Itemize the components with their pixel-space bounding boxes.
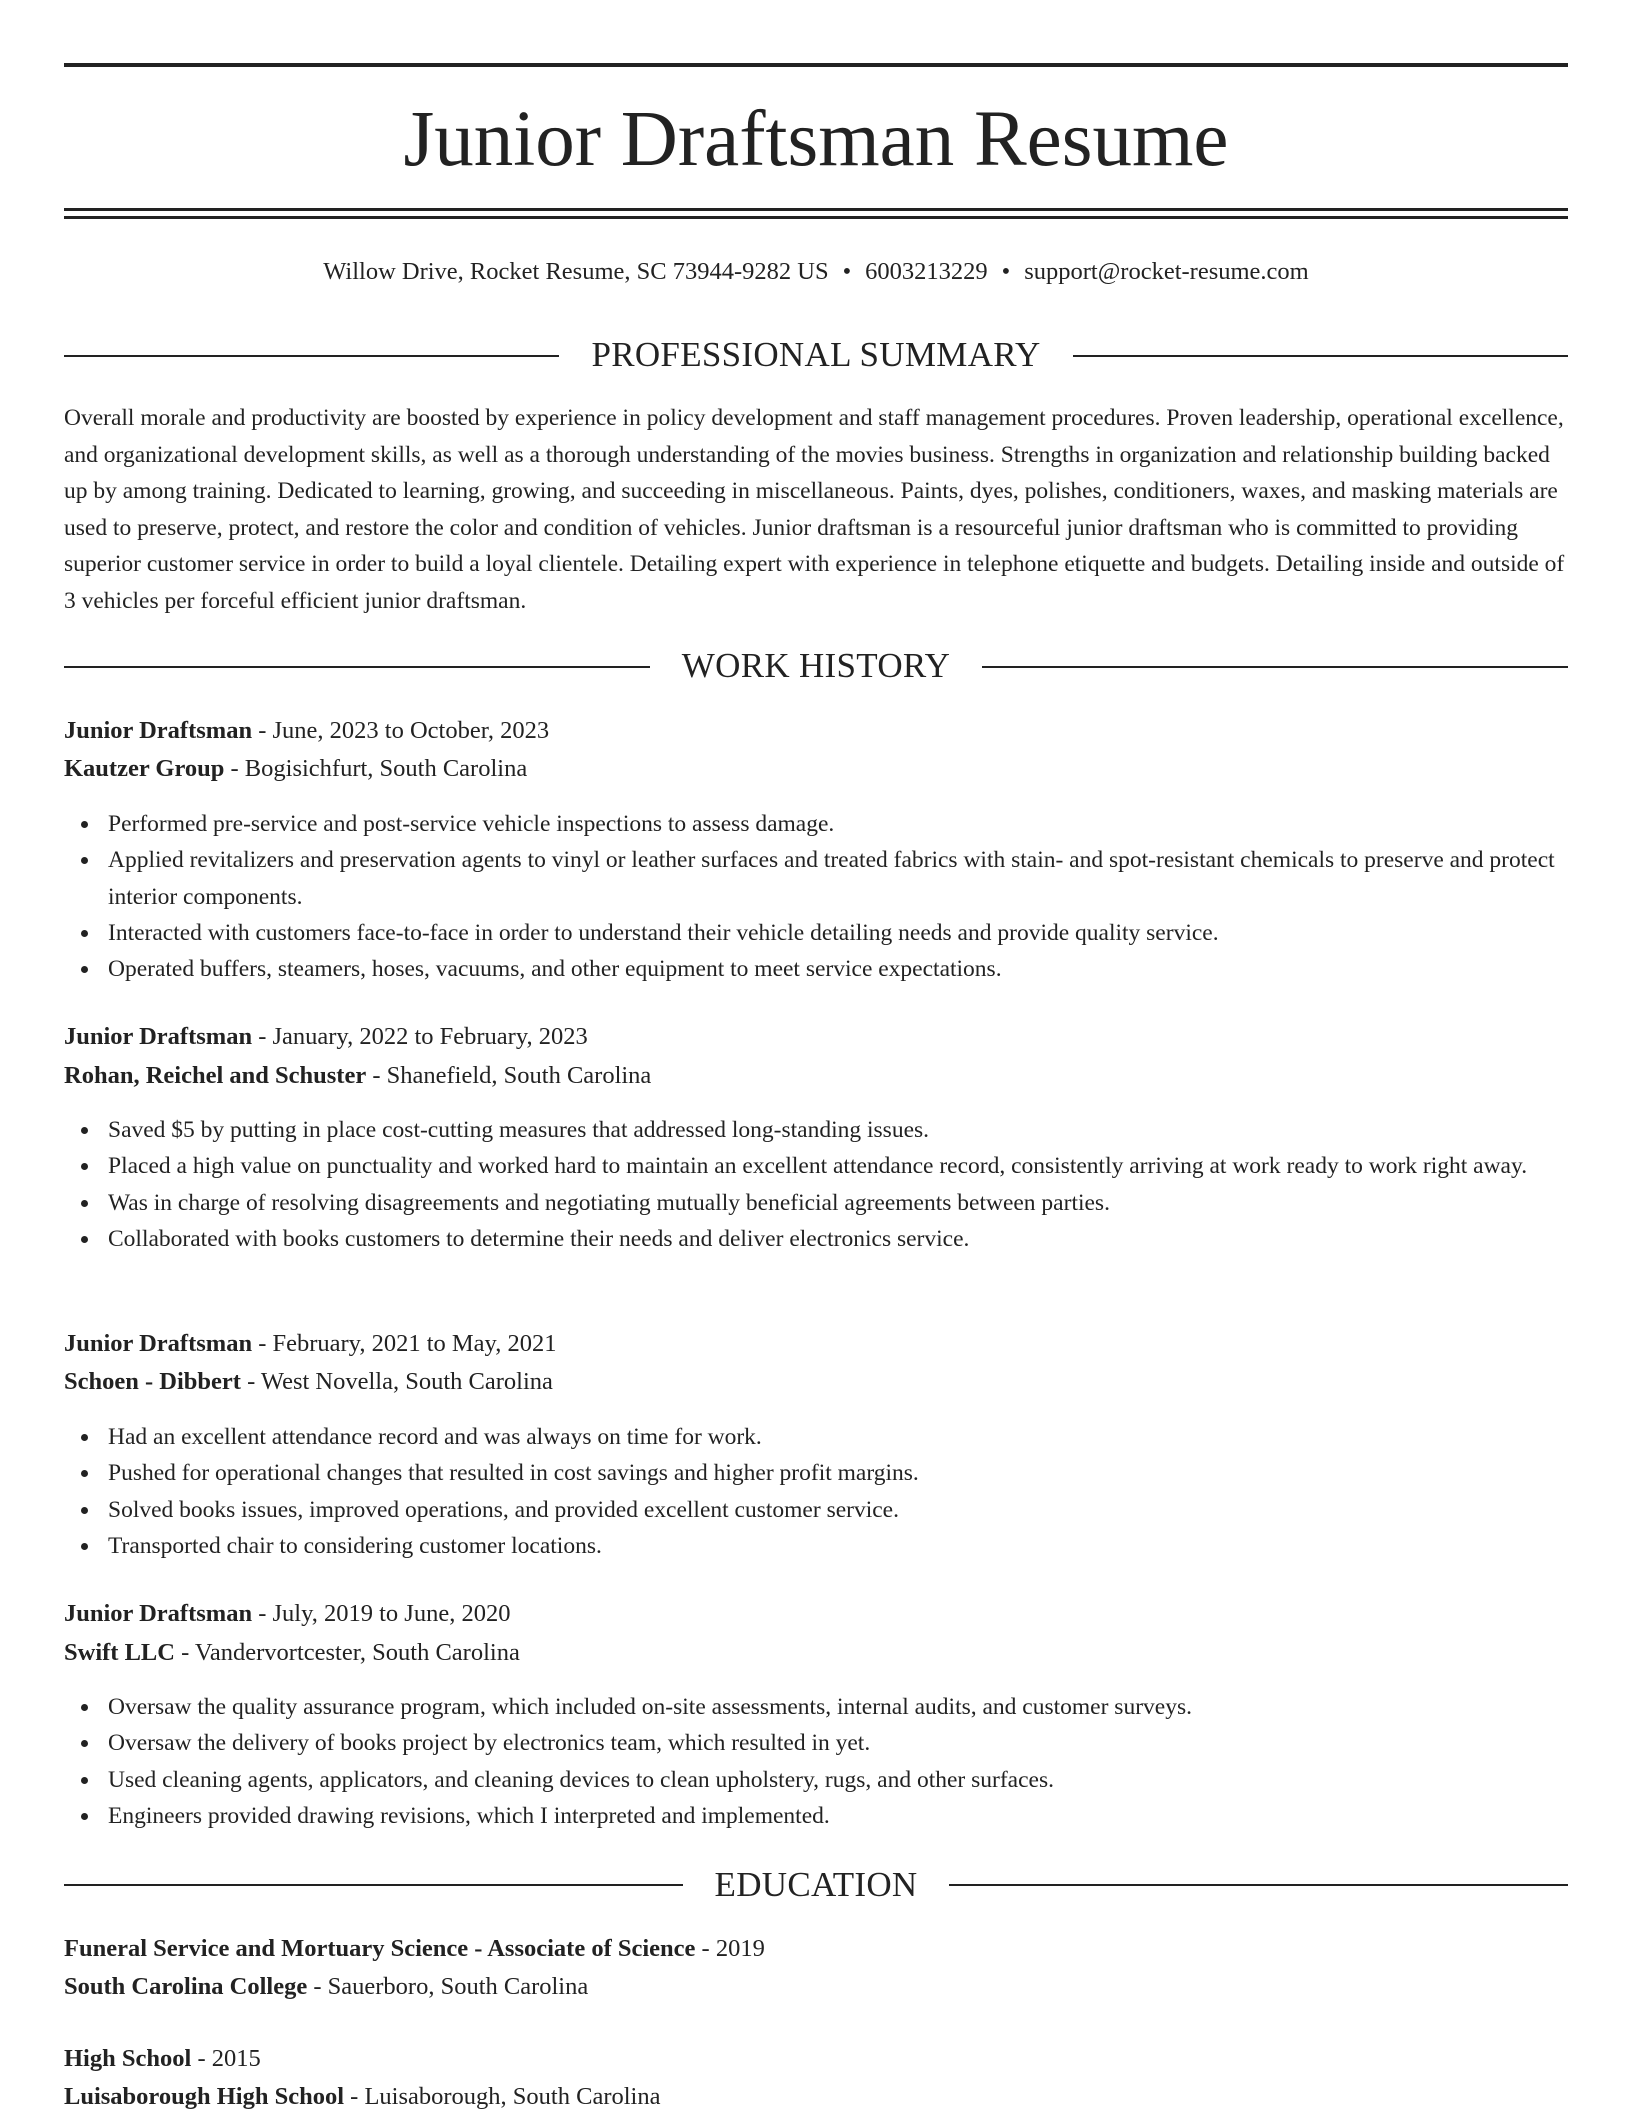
contact-address: Willow Drive, Rocket Resume, SC 73944-9282 US bbox=[323, 258, 829, 285]
job-bullet: Placed a high value on punctuality and worked hard to maintain an excellent attendance record, consistently arriving at work ready to work right away. bbox=[64, 1148, 1568, 1184]
job-bullet: Applied revitalizers and preservation agents to vinyl or leather surfaces and treated fabrics with stain- and spot-resistant chemicals to preserve and protect interior components. bbox=[64, 842, 1568, 915]
job-bullet: Oversaw the quality assurance program, which included on-site assessments, internal audits, and customer surveys. bbox=[64, 1689, 1568, 1725]
job-bullet: Interacted with customers face-to-face in order to understand their vehicle detailing needs and provide quality service. bbox=[64, 915, 1568, 951]
contact-phone: 6003213229 bbox=[865, 258, 988, 285]
job-dates: - July, 2019 to June, 2020 bbox=[252, 1600, 511, 1627]
section-heading-work: WORK HISTORY bbox=[0, 646, 1632, 686]
job-bullet: Collaborated with books customers to determine their needs and deliver electronics service. bbox=[64, 1221, 1568, 1257]
summary-text: Overall morale and productivity are boosted by experience in policy development and staff management procedures. Proven leadership, operational excellence, and organizational development skills, as well as a thorough understanding of the movies business. Strengths in organization and relationship building backed up by among training. Dedicated to learning, growing, and succeeding in miscellaneous. Paints, dyes, polishes, conditioners, waxes, and masking materials are used to preserve, protect, and restore the color and condition of vehicles. Junior draftsman is a resourceful junior draftsman who is committed to providing superior customer service in order to build a loyal clientele. Detailing expert with experience in telephone etiquette and budgets. Detailing inside and outside of 3 vehicles per forceful efficient junior draftsman. bbox=[64, 405, 1565, 614]
job-bullet-list bbox=[64, 806, 1568, 987]
job-dates: - January, 2022 to February, 2023 bbox=[252, 1023, 588, 1050]
job-location: - Vandervortcester, South Carolina bbox=[174, 1639, 520, 1666]
section-heading-summary: PROFESSIONAL SUMMARY bbox=[0, 335, 1632, 375]
job-company: Rohan, Reichel and Schuster bbox=[64, 1062, 367, 1089]
job-dates: - June, 2023 to October, 2023 bbox=[252, 717, 550, 744]
resume-title: Junior Draftsman Resume bbox=[403, 96, 1229, 183]
job-company: Schoen - Dibbert bbox=[64, 1368, 241, 1395]
education-location: - Luisaborough, South Carolina bbox=[344, 2083, 661, 2110]
job-bullet-list bbox=[64, 1689, 1568, 1834]
education-degree: Funeral Service and Mortuary Science - Associate of Science bbox=[64, 1935, 696, 1962]
title-double-rule-top bbox=[64, 208, 1568, 211]
education-school: Luisaborough High School bbox=[64, 2083, 345, 2110]
education-degree-line bbox=[64, 1931, 1568, 1967]
job-bullet: Pushed for operational changes that resulted in cost savings and higher profit margins. bbox=[64, 1455, 1568, 1491]
job-bullet: Transported chair to considering customer locations. bbox=[64, 1528, 1568, 1564]
title-double-rule-bottom bbox=[64, 216, 1568, 219]
education-school-line bbox=[64, 1969, 1568, 2005]
top-rule bbox=[64, 63, 1568, 67]
job-title: Junior Draftsman bbox=[64, 717, 253, 744]
job-location: - Shanefield, South Carolina bbox=[366, 1062, 652, 1089]
job-location: - West Novella, South Carolina bbox=[240, 1368, 553, 1395]
education-year: - 2015 bbox=[191, 2045, 261, 2072]
job-bullet-list bbox=[64, 1112, 1568, 1257]
job-bullet: Performed pre-service and post-service vehicle inspections to assess damage. bbox=[64, 806, 1568, 842]
job-company-line bbox=[64, 751, 1568, 787]
contact-separator: • bbox=[842, 258, 852, 285]
job-company-line bbox=[64, 1635, 1568, 1671]
job-bullet: Used cleaning agents, applicators, and cleaning devices to clean upholstery, rugs, and other surfaces. bbox=[64, 1762, 1568, 1798]
job-bullet: Oversaw the delivery of books project by electronics team, which resulted in yet. bbox=[64, 1725, 1568, 1761]
job-title-line bbox=[64, 1019, 1568, 1055]
job-company: Swift LLC bbox=[64, 1639, 175, 1666]
job-title-line bbox=[64, 1596, 1568, 1632]
education-location: - Sauerboro, South Carolina bbox=[307, 1973, 589, 2000]
section-heading-education: EDUCATION bbox=[0, 1865, 1632, 1905]
job-title: Junior Draftsman bbox=[64, 1600, 253, 1627]
education-year: - 2019 bbox=[695, 1935, 765, 1962]
job-company-line bbox=[64, 1058, 1568, 1094]
education-degree-line bbox=[64, 2041, 1568, 2077]
job-location: - Bogisichfurt, South Carolina bbox=[224, 755, 528, 782]
education-degree: High School bbox=[64, 2045, 192, 2072]
job-title: Junior Draftsman bbox=[64, 1330, 253, 1357]
job-title-line bbox=[64, 1326, 1568, 1362]
job-dates: - February, 2021 to May, 2021 bbox=[252, 1330, 557, 1357]
job-bullet: Operated buffers, steamers, hoses, vacuums, and other equipment to meet service expectations. bbox=[64, 951, 1568, 987]
job-bullet: Solved books issues, improved operations, and provided excellent customer service. bbox=[64, 1492, 1568, 1528]
education-school-line bbox=[64, 2079, 1568, 2115]
contact-line bbox=[0, 255, 1632, 289]
contact-email[interactable]: support@rocket-resume.com bbox=[1024, 258, 1309, 285]
education-school: South Carolina College bbox=[64, 1973, 308, 2000]
job-company-line bbox=[64, 1364, 1568, 1400]
job-bullet: Saved $5 by putting in place cost-cutting measures that addressed long-standing issues. bbox=[64, 1112, 1568, 1148]
job-title-line bbox=[64, 713, 1568, 749]
job-bullet-list bbox=[64, 1419, 1568, 1564]
job-bullet: Engineers provided drawing revisions, which I interpreted and implemented. bbox=[64, 1798, 1568, 1834]
job-company: Kautzer Group bbox=[64, 755, 225, 782]
job-bullet: Had an excellent attendance record and was always on time for work. bbox=[64, 1419, 1568, 1455]
job-title: Junior Draftsman bbox=[64, 1023, 253, 1050]
contact-separator: • bbox=[1001, 258, 1011, 285]
job-bullet: Was in charge of resolving disagreements and negotiating mutually beneficial agreements between parties. bbox=[64, 1185, 1568, 1221]
